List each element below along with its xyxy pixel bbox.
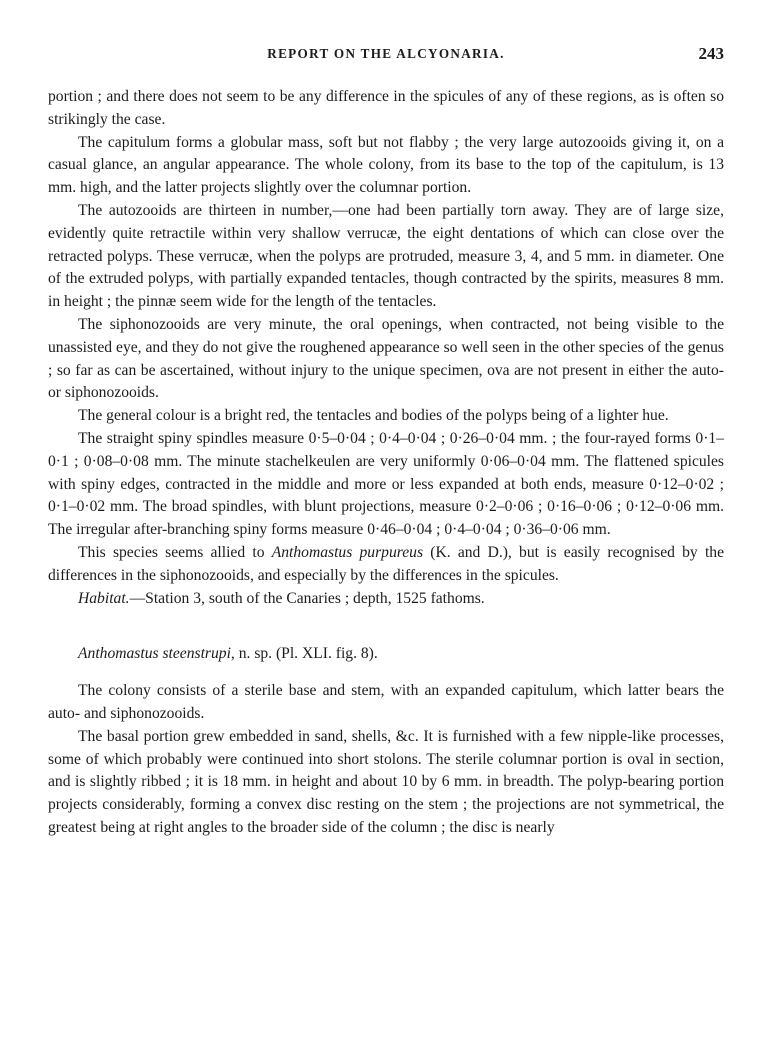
paragraph-basal-portion: The basal portion grew embedded in sand, shells, &c. It is furnished with a few nipple-like processes, some of which probably were continued into short stolons. The sterile columnar portion is oval in section, and is slightly ribbed ; it is 18 mm. in height and about 10 by 6 mm. in breadth. The polyp-bearing portion projects considerably, forming a convex disc resting on the stem ; the projections are not symmetrical, the greatest being at right angles to the broader side of the column ; the disc is nearly bbox=[48, 727, 724, 836]
paragraph-colony: The colony consists of a sterile base and stem, with an expanded capitulum, which latter bears the auto- and siphonozooids. bbox=[48, 682, 724, 722]
paragraph-continuation: portion ; and there does not seem to be any difference in the spicules of any of these regions, as is often so strikingly the case. bbox=[48, 88, 724, 128]
paragraph-spicules: The straight spiny spindles measure 0·5–0·04 ; 0·4–0·04 ; 0·26–0·04 mm. ; the four-rayed forms 0·1–0·1 ; 0·08–0·08 mm. The minute stachelkeulen are very uniformly 0·06–0·04 mm. The flattened spicules with spiny edges, contracted in the middle and more or less expanded at both ends, measure 0·12–0·02 ; 0·1–0·02 mm. The broad spindles, with blunt projections, measure 0·2–0·06 ; 0·16–0·06 ; 0·12–0·06 mm. The irregular after-branching spiny forms measure 0·46–0·04 ; 0·4–0·04 ; 0·36–0·06 mm. bbox=[48, 429, 724, 539]
running-head: REPORT ON THE ALCYONARIA. bbox=[267, 46, 505, 61]
paragraph-autozooids: The autozooids are thirteen in number,—one had been partially torn away. They are of large size, evidently quite retractile within very shallow verrucæ, the eight dentations of which can close over the retracted polyps. These verrucæ, when the polyps are protruded, measure 3, 4, and 5 mm. in diameter. One of the extruded polyps, with partially expanded tentacles, though contracted by the spirits, measures 8 mm. in height ; the pinnæ seem wide for the length of the tentacles. bbox=[48, 201, 724, 311]
species-heading-taxon: Anthomastus steenstrupi bbox=[78, 645, 231, 663]
species-heading bbox=[48, 643, 724, 666]
allied-text-after: (K. and D.), but is easily recognised by the differences in the siphonozooids, and especially by the differences in the spicules. bbox=[48, 543, 724, 584]
paragraph-siphonozooids: The siphonozooids are very minute, the oral openings, when contracted, not being visible to the unassisted eye, and they do not give the roughened appearance so well seen in the other species of the genus ; so far as can be ascertained, without injury to the unique specimen, ova are not present in either the auto- or siphonozooids. bbox=[48, 315, 724, 402]
paragraph-colour: The general colour is a bright red, the tentacles and bodies of the polyps being of a lighter hue. bbox=[78, 407, 669, 425]
page-number: 243 bbox=[698, 44, 724, 63]
paragraph-habitat bbox=[48, 588, 724, 611]
allied-taxon: Anthomastus purpureus bbox=[271, 543, 424, 561]
paragraph-allied bbox=[48, 542, 724, 588]
paragraph-capitulum: The capitulum forms a globular mass, soft but not flabby ; the very large autozooids giving it, on a casual glance, an angular appearance. The whole colony, from its base to the top of the capitulum, is 13 mm. high, and the latter projects slightly over the columnar portion. bbox=[48, 133, 724, 197]
allied-text-before: This species seems allied to bbox=[78, 543, 272, 561]
species-heading-rest: , n. sp. (Pl. XLI. fig. 8). bbox=[230, 645, 378, 663]
habitat-text: —Station 3, south of the Canaries ; depth, 1525 fathoms. bbox=[129, 589, 485, 607]
page-header bbox=[48, 44, 724, 68]
habitat-label: Habitat. bbox=[78, 589, 130, 607]
page-body bbox=[48, 86, 724, 840]
